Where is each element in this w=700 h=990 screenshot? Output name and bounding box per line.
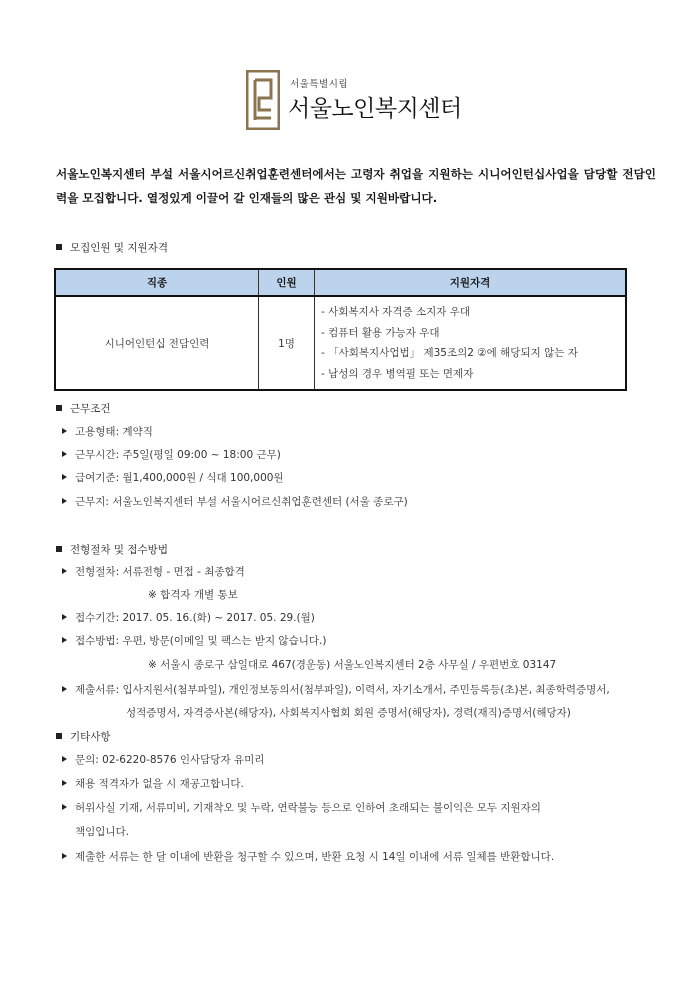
list-item [62,682,610,697]
logo-mark-icon [246,70,280,130]
application-period: 접수기간: 2017. 05. 16.(화) ~ 2017. 05. 29.(월) [75,612,315,624]
header-count: 인원 [259,269,315,296]
condition-salary: 급여기준: 월1,400,000원 / 식대 100,000원 [75,472,284,484]
false-info-notice: 허위사실 기재, 서류미비, 기재착오 및 누락, 연락불능 등으로 인하여 초래되는 불이익은 모두 지원자의 [75,802,541,814]
arrow-bullet-icon [62,451,67,457]
logo-subtitle: 서울특별시립 [290,79,349,90]
square-bullet-icon [56,405,62,411]
list-item [62,776,244,791]
header-qualification: 지원자격 [315,269,627,296]
procedure-heading [56,542,168,557]
qualification-item: - 컴퓨터 활용 가능자 우대 [321,326,440,339]
selection-note: ※ 합격자 개별 통보 [148,589,238,601]
conditions-heading [56,401,111,416]
arrow-bullet-icon [62,428,67,434]
list-item [62,494,408,509]
qualification-item: - 사회복지사 자격증 소지자 우대 [321,306,470,318]
condition-work-hours: 근무시간: 주5일(평일 09:00 ~ 18:00 근무) [75,449,281,461]
job-cell: 시니어인턴십 전담인력 [55,296,259,390]
arrow-bullet-icon [62,780,67,786]
list-item [62,447,281,462]
header-job: 직종 [55,269,259,296]
procedure-heading-text: 전형절차 및 접수방법 [70,544,168,556]
required-documents: 제출서류: 입사지원서(첨부파일), 개인정보동의서(첨부파일), 이력서, 자기소개서, 주민등록등(초)본, 최종학력증명서, [75,684,610,696]
rehire-notice: 채용 적격자가 없을 시 재공고합니다. [75,778,244,790]
arrow-bullet-icon [62,686,67,692]
recruit-heading [56,240,168,255]
list-item [62,752,264,767]
arrow-bullet-icon [62,614,67,620]
arrow-bullet-icon [62,474,67,480]
center-logo [246,70,486,132]
condition-employment-type: 고용형태: 계약직 [75,426,153,438]
method-note: ※ 서울시 종로구 삼일대로 467(경운동) 서울노인복지센터 2층 사무실 / 우편번호 03147 [148,659,557,671]
table-header-row [55,269,626,296]
square-bullet-icon [56,244,62,250]
square-bullet-icon [56,733,62,739]
square-bullet-icon [56,546,62,552]
logo-title: 서울노인복지센터 [288,96,462,122]
intro-paragraph: 서울노인복지센터 부설 서울시어르신취업훈련센터에서는 고령자 취업을 지원하는 시니어인턴십사업을 담당할 전담인력을 모집합니다. 열정있게 이끌어 갈 인재들의 많은 관심 및 지원바랍니다. [56,167,656,205]
arrow-bullet-icon [62,498,67,504]
arrow-bullet-icon [62,756,67,762]
arrow-bullet-icon [62,853,67,859]
qualification-item: - 남성의 경우 병역필 또는 면제자 [321,367,474,380]
arrow-bullet-icon [62,568,67,574]
condition-workplace: 근무지: 서울노인복지센터 부설 서울시어르신취업훈련센터 (서울 종로구) [75,496,408,508]
contact-info: 문의: 02-6220-8576 인사담당자 유미리 [75,754,265,766]
recruit-heading-text: 모집인원 및 지원자격 [70,242,168,254]
list-item [62,610,315,625]
document-return-notice: 제출한 서류는 한 달 이내에 반환을 청구할 수 있으며, 반환 요청 시 14일 이내에 서류 일체를 반환합니다. [75,851,555,863]
arrow-bullet-icon [62,804,67,810]
required-documents-continued: 성적증명서, 자격증사본(해당자), 사회복지사협회 회원 증명서(해당자), 경력(재직)증명서(해당자) [126,707,571,719]
etc-heading-text: 기타사항 [70,731,111,743]
application-method: 접수방법: 우편, 방문(이메일 및 팩스는 받지 않습니다.) [75,635,327,647]
list-item [62,470,284,485]
arrow-bullet-icon [62,637,67,643]
list-item [62,849,554,864]
list-item [62,564,245,579]
selection-process: 전형절차: 서류전형 - 면접 - 최종합격 [75,566,245,578]
list-item [62,800,541,815]
recruit-table [54,268,627,391]
false-info-notice-continued: 책임입니다. [75,826,130,838]
conditions-heading-text: 근무조건 [70,403,111,415]
list-item [62,424,153,439]
count-cell: 1명 [259,296,315,390]
table-row [55,296,626,390]
etc-heading [56,729,111,744]
qualification-cell [315,296,627,390]
qualification-item: - 「사회복지사업법」 제35조의2 ②에 해당되지 않는 자 [321,347,578,359]
list-item [62,633,326,648]
